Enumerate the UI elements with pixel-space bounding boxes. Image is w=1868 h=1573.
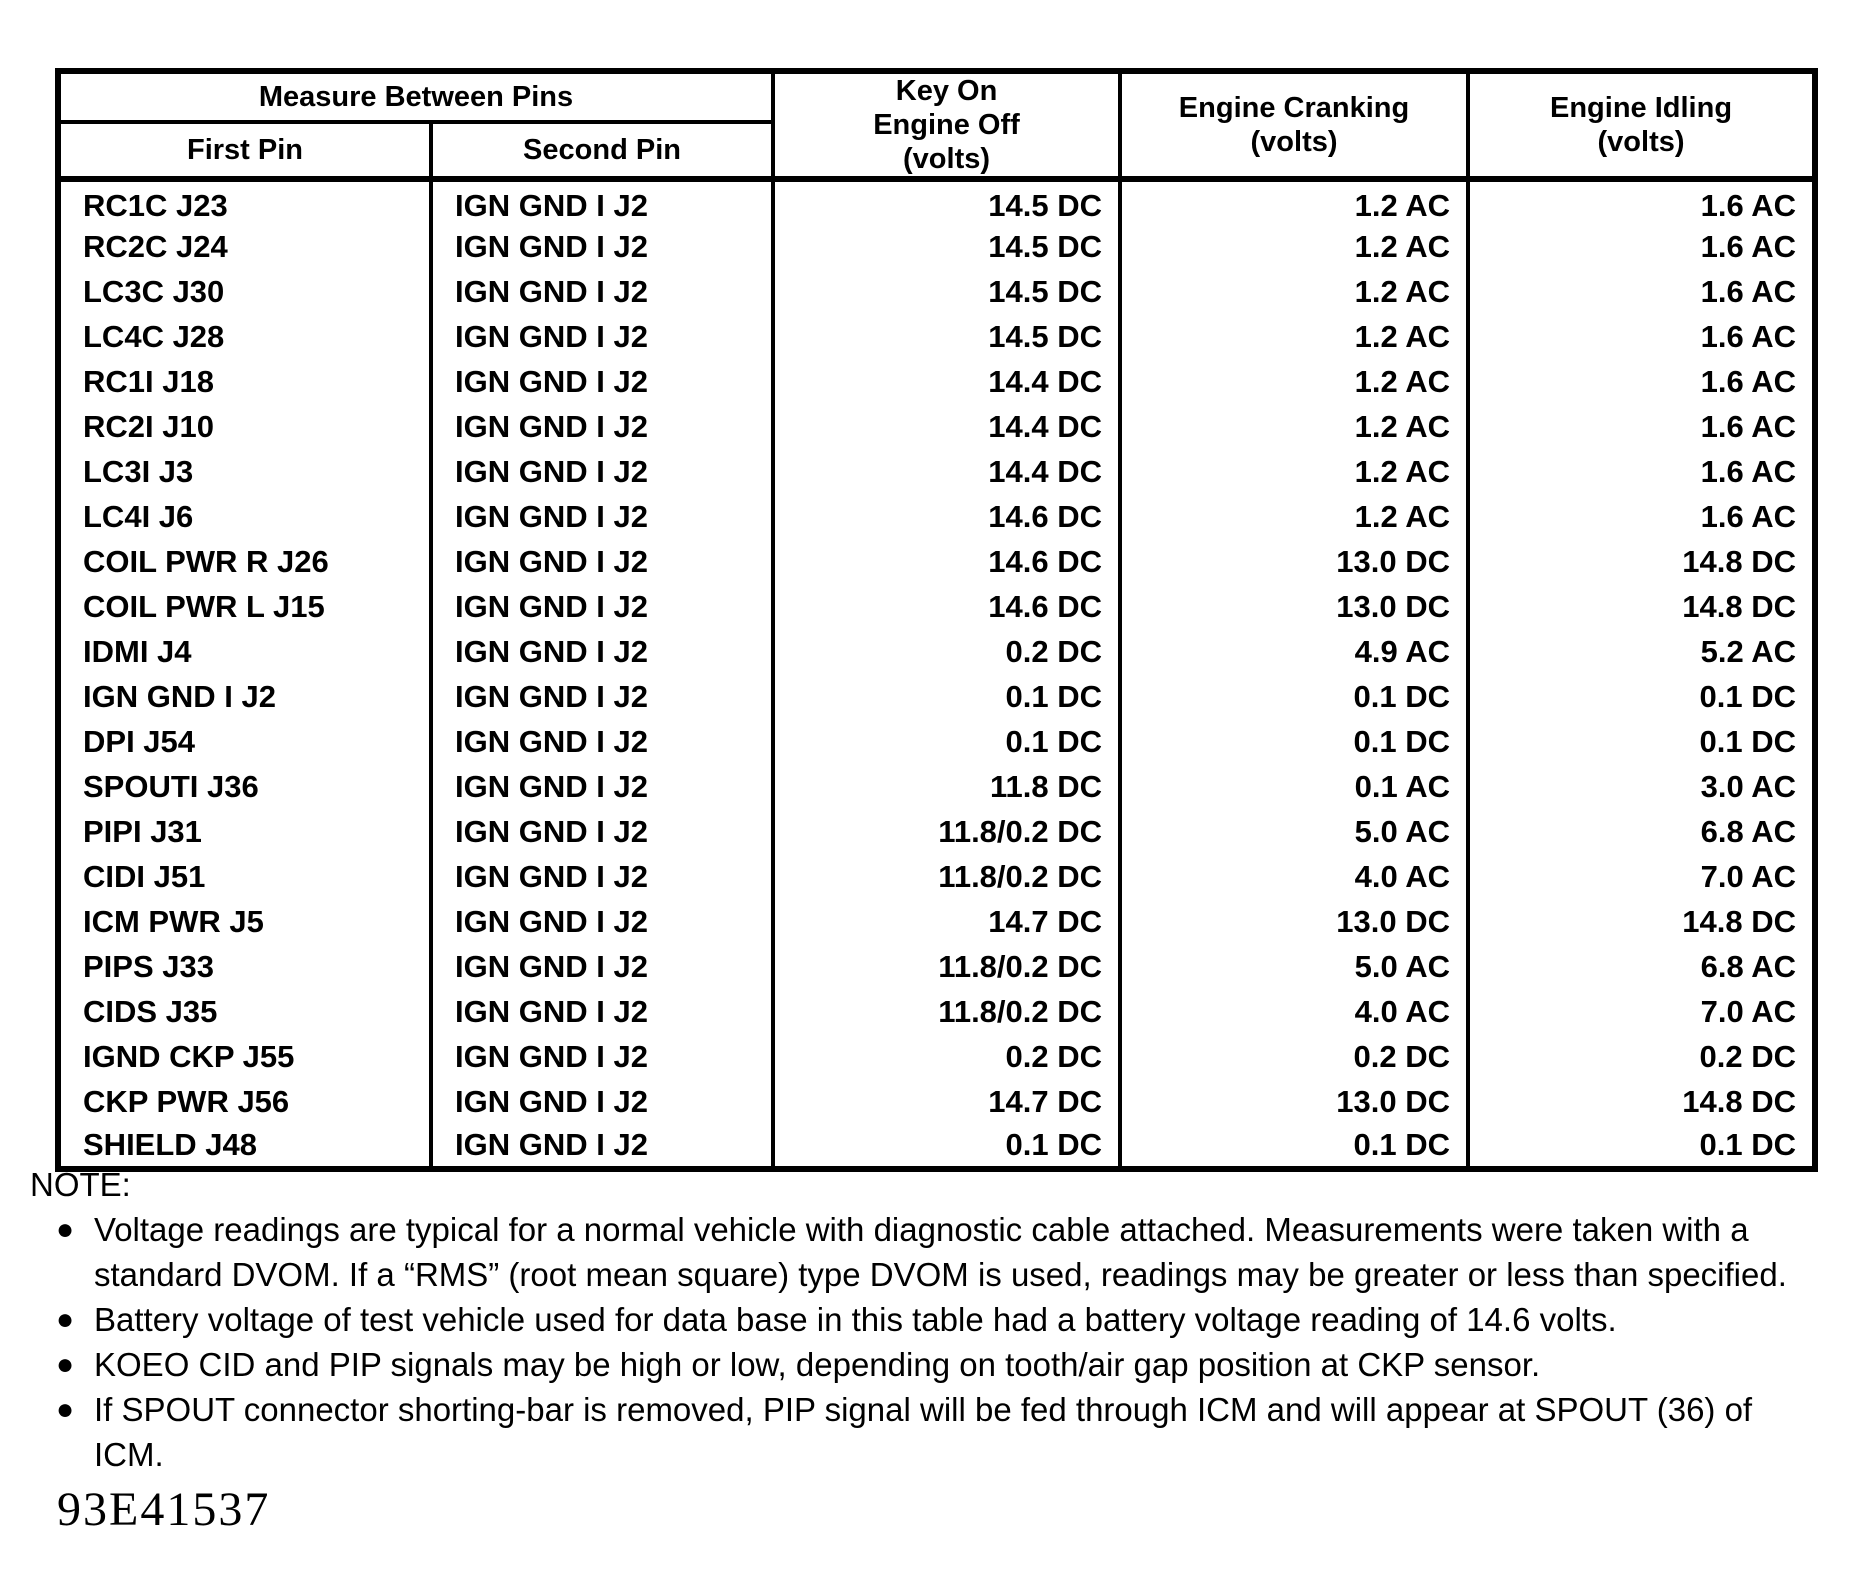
second-pin-cell: IGN GND I J2 bbox=[431, 854, 773, 899]
header-second-pin: Second Pin bbox=[431, 122, 773, 179]
header-key-on-engine-off bbox=[773, 71, 1120, 179]
table-row bbox=[58, 989, 1815, 1034]
table-row bbox=[58, 719, 1815, 764]
key-on-engine-off-cell: 11.8 DC bbox=[773, 764, 1120, 809]
bullet-icon: ● bbox=[56, 1348, 75, 1381]
table-row bbox=[58, 494, 1815, 539]
header-line: Engine Cranking bbox=[1178, 92, 1410, 124]
first-pin-cell: CIDI J51 bbox=[83, 858, 206, 894]
header-engine-cranking bbox=[1120, 71, 1468, 179]
note-text: Voltage readings are typical for a normal vehicle with diagnostic cable attached. Measurements were taken with a standard DVOM. If a “RMS” (root mean square) type DVOM is used, readings may be greater or less than specified. bbox=[94, 1211, 1787, 1293]
header-line: (volts) bbox=[1250, 126, 1338, 158]
engine-cranking-cell: 1.2 AC bbox=[1120, 269, 1468, 314]
table-body bbox=[58, 179, 1815, 1169]
second-pin-cell: IGN GND I J2 bbox=[431, 314, 773, 359]
key-on-engine-off-cell: 14.4 DC bbox=[773, 359, 1120, 404]
second-pin-cell: IGN GND I J2 bbox=[431, 629, 773, 674]
engine-idling-cell: 1.6 AC bbox=[1468, 269, 1815, 314]
first-pin-cell: COIL PWR L J15 bbox=[83, 588, 325, 624]
engine-cranking-cell: 1.2 AC bbox=[1120, 404, 1468, 449]
second-pin-cell: IGN GND I J2 bbox=[431, 1079, 773, 1124]
first-pin-cell: LC3C J30 bbox=[83, 273, 225, 309]
second-pin-cell: IGN GND I J2 bbox=[431, 719, 773, 764]
second-pin-cell: IGN GND I J2 bbox=[431, 584, 773, 629]
first-pin-cell: RC2C J24 bbox=[83, 228, 228, 264]
table-header bbox=[58, 71, 1815, 179]
engine-cranking-cell: 5.0 AC bbox=[1120, 809, 1468, 854]
engine-idling-cell: 7.0 AC bbox=[1468, 989, 1815, 1034]
key-on-engine-off-cell: 14.5 DC bbox=[773, 179, 1120, 224]
table-row bbox=[58, 1079, 1815, 1124]
first-pin-cell: RC2I J10 bbox=[83, 408, 214, 444]
key-on-engine-off-cell: 11.8/0.2 DC bbox=[773, 809, 1120, 854]
first-pin-cell: IDMI J4 bbox=[83, 633, 192, 669]
engine-cranking-cell: 13.0 DC bbox=[1120, 584, 1468, 629]
second-pin-cell: IGN GND I J2 bbox=[431, 269, 773, 314]
second-pin-cell: IGN GND I J2 bbox=[431, 674, 773, 719]
second-pin-cell: IGN GND I J2 bbox=[431, 809, 773, 854]
second-pin-cell: IGN GND I J2 bbox=[431, 1124, 773, 1169]
first-pin-cell: PIPI J31 bbox=[83, 813, 202, 849]
second-pin-cell: IGN GND I J2 bbox=[431, 989, 773, 1034]
first-pin-cell: DPI J54 bbox=[83, 723, 196, 759]
first-pin-cell: SPOUTI J36 bbox=[83, 768, 259, 804]
table-row bbox=[58, 539, 1815, 584]
first-pin-cell: RC1C J23 bbox=[83, 188, 228, 223]
second-pin-cell: IGN GND I J2 bbox=[431, 359, 773, 404]
engine-idling-cell: 5.2 AC bbox=[1468, 629, 1815, 674]
engine-idling-cell: 0.2 DC bbox=[1468, 1034, 1815, 1079]
note-text: Battery voltage of test vehicle used for data base in this table had a battery voltage reading of 14.6 volts. bbox=[94, 1301, 1617, 1338]
engine-idling-cell: 14.8 DC bbox=[1468, 1079, 1815, 1124]
first-pin-cell: PIPS J33 bbox=[83, 948, 214, 984]
table-row bbox=[58, 854, 1815, 899]
key-on-engine-off-cell: 14.5 DC bbox=[773, 314, 1120, 359]
note-item bbox=[30, 1207, 1830, 1297]
note-item bbox=[30, 1342, 1830, 1387]
second-pin-cell: IGN GND I J2 bbox=[431, 899, 773, 944]
table-row bbox=[58, 809, 1815, 854]
engine-idling-cell: 1.6 AC bbox=[1468, 449, 1815, 494]
key-on-engine-off-cell: 11.8/0.2 DC bbox=[773, 854, 1120, 899]
table-row bbox=[58, 629, 1815, 674]
table-row bbox=[58, 944, 1815, 989]
engine-idling-cell: 1.6 AC bbox=[1468, 224, 1815, 269]
second-pin-cell: IGN GND I J2 bbox=[431, 449, 773, 494]
key-on-engine-off-cell: 14.6 DC bbox=[773, 539, 1120, 584]
engine-idling-cell: 1.6 AC bbox=[1468, 404, 1815, 449]
first-pin-cell: CIDS J35 bbox=[83, 993, 218, 1029]
key-on-engine-off-cell: 14.7 DC bbox=[773, 1079, 1120, 1124]
engine-idling-cell: 1.6 AC bbox=[1468, 314, 1815, 359]
engine-cranking-cell: 4.0 AC bbox=[1120, 854, 1468, 899]
engine-idling-cell: 0.1 DC bbox=[1468, 674, 1815, 719]
engine-cranking-cell: 13.0 DC bbox=[1120, 899, 1468, 944]
header-line: Engine Off bbox=[873, 109, 1020, 141]
table-row bbox=[58, 179, 1815, 224]
engine-idling-cell: 6.8 AC bbox=[1468, 809, 1815, 854]
second-pin-cell: IGN GND I J2 bbox=[431, 179, 773, 224]
second-pin-cell: IGN GND I J2 bbox=[431, 944, 773, 989]
engine-idling-cell: 0.1 DC bbox=[1468, 719, 1815, 764]
key-on-engine-off-cell: 11.8/0.2 DC bbox=[773, 989, 1120, 1034]
first-pin-cell: COIL PWR R J26 bbox=[83, 543, 329, 579]
engine-cranking-cell: 1.2 AC bbox=[1120, 449, 1468, 494]
header-measure-between-pins: Measure Between Pins bbox=[58, 71, 773, 122]
engine-cranking-cell: 1.2 AC bbox=[1120, 314, 1468, 359]
header-engine-idling bbox=[1468, 71, 1815, 179]
engine-idling-cell: 3.0 AC bbox=[1468, 764, 1815, 809]
key-on-engine-off-cell: 14.5 DC bbox=[773, 224, 1120, 269]
engine-idling-cell: 14.8 DC bbox=[1468, 584, 1815, 629]
bullet-icon: ● bbox=[56, 1213, 75, 1246]
engine-idling-cell: 1.6 AC bbox=[1468, 359, 1815, 404]
table-row bbox=[58, 359, 1815, 404]
second-pin-cell: IGN GND I J2 bbox=[431, 1034, 773, 1079]
header-line: (volts) bbox=[1597, 126, 1685, 158]
first-pin-cell: IGN GND I J2 bbox=[83, 678, 276, 714]
key-on-engine-off-cell: 14.4 DC bbox=[773, 404, 1120, 449]
table-row bbox=[58, 674, 1815, 719]
first-pin-cell: LC4I J6 bbox=[83, 498, 194, 534]
second-pin-cell: IGN GND I J2 bbox=[431, 764, 773, 809]
key-on-engine-off-cell: 0.1 DC bbox=[773, 1124, 1120, 1169]
header-line: Key On bbox=[895, 75, 998, 107]
engine-cranking-cell: 1.2 AC bbox=[1120, 494, 1468, 539]
bullet-icon: ● bbox=[56, 1303, 75, 1336]
bullet-icon: ● bbox=[56, 1393, 75, 1426]
engine-cranking-cell: 0.1 DC bbox=[1120, 719, 1468, 764]
engine-idling-cell: 7.0 AC bbox=[1468, 854, 1815, 899]
note-text: KOEO CID and PIP signals may be high or low, depending on tooth/air gap position at CKP sensor. bbox=[94, 1346, 1541, 1383]
second-pin-cell: IGN GND I J2 bbox=[431, 494, 773, 539]
key-on-engine-off-cell: 11.8/0.2 DC bbox=[773, 944, 1120, 989]
note-section bbox=[30, 1162, 1830, 1477]
engine-idling-cell: 1.6 AC bbox=[1468, 179, 1815, 224]
header-first-pin: First Pin bbox=[58, 122, 431, 179]
note-item bbox=[30, 1387, 1830, 1477]
engine-idling-cell: 14.8 DC bbox=[1468, 899, 1815, 944]
table-row bbox=[58, 224, 1815, 269]
note-text: If SPOUT connector shorting-bar is removed, PIP signal will be fed through ICM and will appear at SPOUT (36) of ICM. bbox=[94, 1391, 1753, 1473]
key-on-engine-off-cell: 0.2 DC bbox=[773, 1034, 1120, 1079]
engine-cranking-cell: 13.0 DC bbox=[1120, 539, 1468, 584]
key-on-engine-off-cell: 14.6 DC bbox=[773, 584, 1120, 629]
engine-idling-cell: 0.1 DC bbox=[1468, 1124, 1815, 1169]
key-on-engine-off-cell: 14.5 DC bbox=[773, 269, 1120, 314]
note-list bbox=[30, 1207, 1830, 1477]
engine-cranking-cell: 1.2 AC bbox=[1120, 179, 1468, 224]
engine-cranking-cell: 0.2 DC bbox=[1120, 1034, 1468, 1079]
header-line: Engine Idling bbox=[1549, 92, 1733, 124]
note-item bbox=[30, 1297, 1830, 1342]
table-row bbox=[58, 764, 1815, 809]
first-pin-cell: CKP PWR J56 bbox=[83, 1083, 290, 1119]
first-pin-cell: ICM PWR J5 bbox=[83, 903, 264, 939]
engine-cranking-cell: 0.1 AC bbox=[1120, 764, 1468, 809]
key-on-engine-off-cell: 0.1 DC bbox=[773, 719, 1120, 764]
engine-cranking-cell: 1.2 AC bbox=[1120, 224, 1468, 269]
table-row bbox=[58, 1034, 1815, 1079]
table-row bbox=[58, 404, 1815, 449]
first-pin-cell: LC4C J28 bbox=[83, 318, 225, 354]
engine-idling-cell: 14.8 DC bbox=[1468, 539, 1815, 584]
engine-cranking-cell: 0.1 DC bbox=[1120, 1124, 1468, 1169]
key-on-engine-off-cell: 14.4 DC bbox=[773, 449, 1120, 494]
figure-id: 93E41537 bbox=[57, 1483, 271, 1536]
first-pin-cell: IGND CKP J55 bbox=[83, 1038, 295, 1074]
first-pin-cell: SHIELD J48 bbox=[83, 1127, 258, 1162]
note-label: NOTE: bbox=[30, 1166, 131, 1203]
voltage-table bbox=[55, 68, 1818, 1172]
first-pin-cell: RC1I J18 bbox=[83, 363, 214, 399]
key-on-engine-off-cell: 0.2 DC bbox=[773, 629, 1120, 674]
table-row bbox=[58, 449, 1815, 494]
engine-cranking-cell: 1.2 AC bbox=[1120, 359, 1468, 404]
second-pin-cell: IGN GND I J2 bbox=[431, 404, 773, 449]
engine-cranking-cell: 13.0 DC bbox=[1120, 1079, 1468, 1124]
table-row bbox=[58, 899, 1815, 944]
table-row bbox=[58, 269, 1815, 314]
engine-cranking-cell: 0.1 DC bbox=[1120, 674, 1468, 719]
engine-idling-cell: 6.8 AC bbox=[1468, 944, 1815, 989]
key-on-engine-off-cell: 0.1 DC bbox=[773, 674, 1120, 719]
table-row bbox=[58, 584, 1815, 629]
engine-cranking-cell: 5.0 AC bbox=[1120, 944, 1468, 989]
engine-idling-cell: 1.6 AC bbox=[1468, 494, 1815, 539]
header-line: (volts) bbox=[903, 143, 991, 175]
key-on-engine-off-cell: 14.6 DC bbox=[773, 494, 1120, 539]
first-pin-cell: LC3I J3 bbox=[83, 453, 194, 489]
second-pin-cell: IGN GND I J2 bbox=[431, 224, 773, 269]
second-pin-cell: IGN GND I J2 bbox=[431, 539, 773, 584]
engine-cranking-cell: 4.9 AC bbox=[1120, 629, 1468, 674]
table-row bbox=[58, 314, 1815, 359]
engine-cranking-cell: 4.0 AC bbox=[1120, 989, 1468, 1034]
key-on-engine-off-cell: 14.7 DC bbox=[773, 899, 1120, 944]
header-row-1 bbox=[58, 71, 1815, 122]
